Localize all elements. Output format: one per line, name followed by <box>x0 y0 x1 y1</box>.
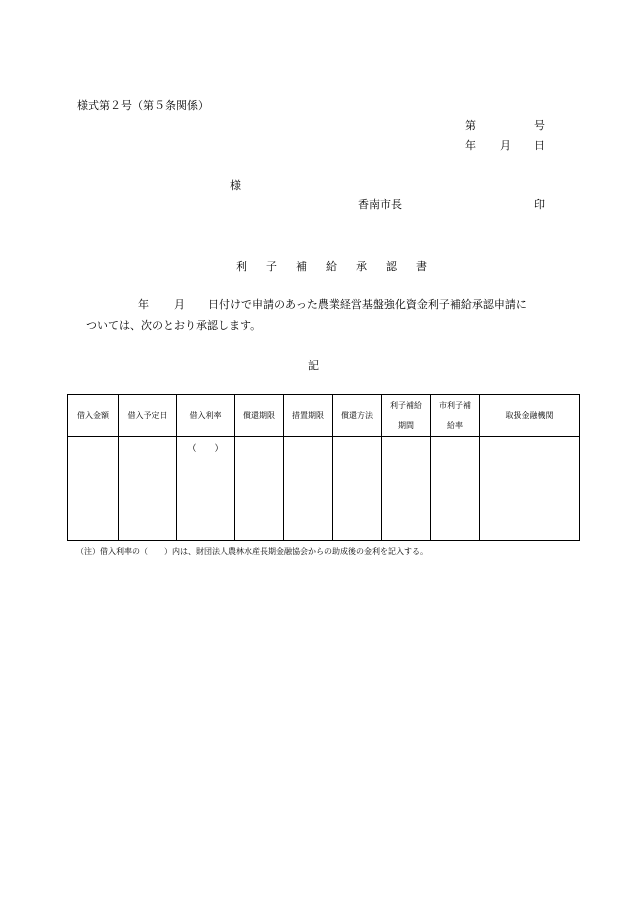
header-loan-amount: 借入金額 <box>68 395 119 437</box>
cell-planned-date <box>119 437 177 541</box>
header-repayment-term: 償還期限 <box>235 395 284 437</box>
header-interest-rate: 借入利率 <box>177 395 235 437</box>
title-char: 補 <box>296 260 307 273</box>
issuer-name: 香南市長 <box>358 198 402 211</box>
loan-table <box>67 394 580 541</box>
cell-subsidy-period <box>382 437 431 541</box>
title-char: 認 <box>386 260 397 273</box>
cell-city-subsidy-rate <box>431 437 480 541</box>
date-month: 月 <box>500 139 511 152</box>
cell-financial-institution <box>480 437 580 541</box>
cell-loan-amount <box>68 437 119 541</box>
table-header-row <box>68 395 580 437</box>
rate-parentheses: （ ） <box>187 444 224 454</box>
body-line1: 日付けで申請のあった農業経営基盤強化資金利子補給承認申請に <box>208 298 527 311</box>
header-repayment-method: 償還方法 <box>333 395 382 437</box>
title-char: 子 <box>266 260 277 273</box>
footnote: （注）借入利率の（ ）内は、財団法人農林水産長期金融協会からの助成後の金利を記入する。 <box>76 547 428 556</box>
body-line2: ついては、次のとおり承認します。 <box>86 319 262 332</box>
addressee-suffix: 様 <box>230 179 241 192</box>
header-financial-institution: 取扱金融機関 <box>480 395 580 437</box>
body-year: 年 <box>138 298 149 311</box>
document-title <box>236 258 427 274</box>
date-day: 日 <box>534 139 545 152</box>
document-number-suffix: 号 <box>534 119 545 132</box>
title-char: 利 <box>236 260 247 273</box>
date-year: 年 <box>465 139 476 152</box>
cell-grace-period <box>284 437 333 541</box>
cell-repayment-method <box>333 437 382 541</box>
header-grace-period: 措置期限 <box>284 395 333 437</box>
form-label: 様式第２号（第５条関係） <box>77 99 209 112</box>
title-char: 承 <box>356 260 367 273</box>
cell-interest-rate <box>177 437 235 541</box>
title-char: 給 <box>326 260 337 273</box>
header-city-subsidy-rate: 市利子補 給率 <box>431 395 480 437</box>
header-planned-date: 借入予定日 <box>119 395 177 437</box>
document-number-prefix: 第 <box>465 119 476 132</box>
seal-mark: 印 <box>534 198 545 211</box>
cell-repayment-term <box>235 437 284 541</box>
header-subsidy-period: 利子補給 期間 <box>382 395 431 437</box>
ki-heading: 記 <box>308 359 319 372</box>
body-month: 月 <box>174 298 185 311</box>
table-row <box>68 437 580 541</box>
title-char: 書 <box>416 260 427 273</box>
